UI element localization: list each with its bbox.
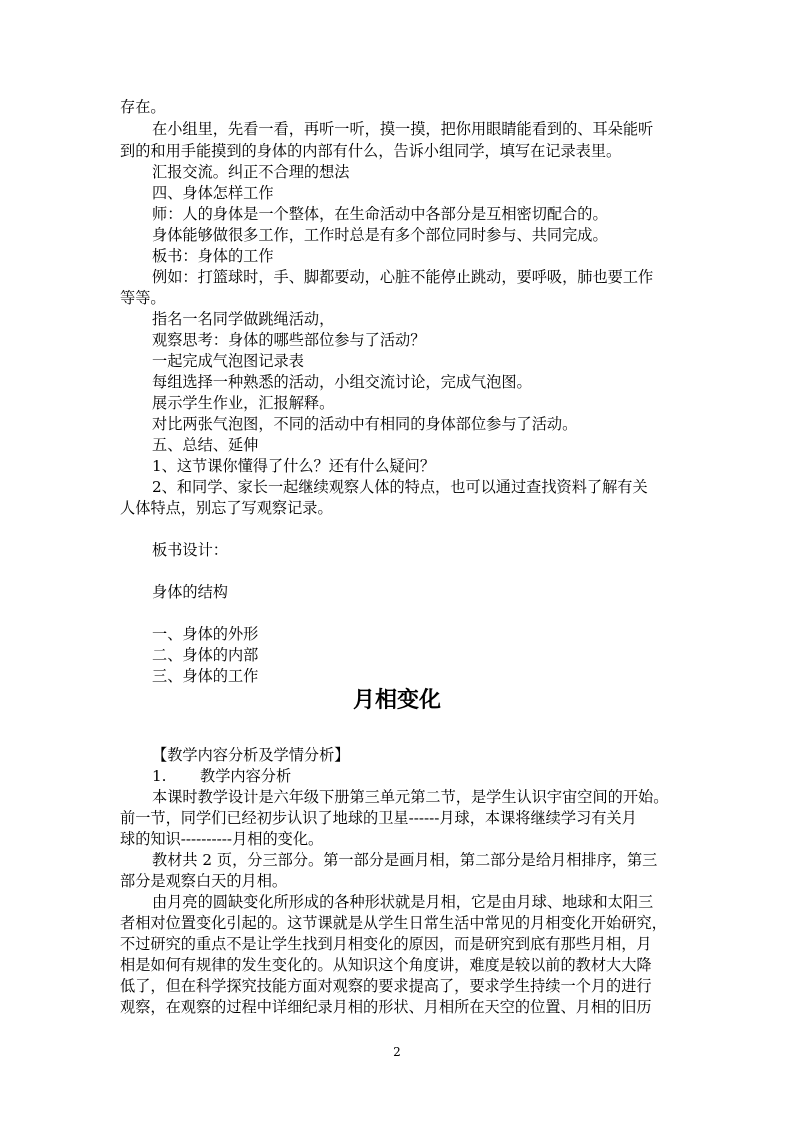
- board-design-item: 一、身体的外形: [152, 625, 259, 643]
- board-design-topic: 身体的结构: [152, 583, 228, 601]
- section-heading: 【教学内容分析及学情分析】: [152, 746, 350, 764]
- text-line: 1、这节课你懂得了什么？还有什么疑问？: [152, 457, 436, 475]
- text-line: 一起完成气泡图记录表: [152, 352, 304, 370]
- text-line: 前一节，同学们已经初步认识了地球的卫星------月球，本课将继续学习有关月: [120, 809, 637, 827]
- text-line: 板书：身体的工作: [152, 247, 274, 265]
- section-heading: 四、身体怎样工作: [152, 184, 274, 202]
- text-line: 例如：打篮球时，手、脚都要动，心脏不能停止跳动，要呼吸，肺也要工作: [152, 268, 654, 286]
- text-line: 师：人的身体是一个整体，在生命活动中各部分是互相密切配合的。: [152, 205, 608, 223]
- text-line: 2、和同学、家长一起继续观察人体的特点，也可以通过查找资料了解有关: [152, 478, 648, 496]
- text-line: 教材共 2 页，分三部分。第一部分是画月相，第二部分是给月相排序，第三: [152, 851, 658, 869]
- board-design-heading: 板书设计：: [152, 541, 228, 559]
- text-line: 每组选择一种熟悉的活动，小组交流讨论，完成气泡图。: [152, 373, 532, 391]
- text-line: 到的和用手能摸到的身体的内部有什么，告诉小组同学，填写在记录表里。: [120, 142, 622, 160]
- text-line: 汇报交流。纠正不合理的想法: [152, 163, 350, 181]
- lesson-title: 月相变化: [352, 688, 441, 713]
- text-line: 身体能够做很多工作，工作时总是有多个部位同时参与、共同完成。: [152, 226, 608, 244]
- text-line: 对比两张气泡图，不同的活动中有相同的身体部位参与了活动。: [152, 415, 578, 433]
- text-line: 人体特点，别忘了写观察记录。: [120, 499, 333, 517]
- board-design-item: 二、身体的内部: [152, 646, 259, 664]
- text-line: 观察，在观察的过程中详细纪录月相的形状、月相所在天空的位置、月相的旧历: [120, 998, 652, 1016]
- board-design-item: 三、身体的工作: [152, 667, 259, 685]
- text-line: 展示学生作业，汇报解释。: [152, 394, 335, 412]
- text-line: 不过研究的重点不是让学生找到月相变化的原因，而是研究到底有那些月相，月: [120, 935, 652, 953]
- text-line: 低了，但在科学探究技能方面对观察的要求提高了，要求学生持续一个月的进行: [120, 977, 652, 995]
- text-line: 部分是观察白天的月相。: [120, 872, 288, 890]
- text-line: 由月亮的圆缺变化所形成的各种形状就是月相，它是由月球、地球和太阳三: [152, 893, 654, 911]
- subsection-heading: [152, 766, 680, 787]
- subsection-title: 教学内容分析: [200, 767, 292, 785]
- text-line: 球的知识----------月相的变化。: [120, 830, 324, 848]
- text-line: 本课时教学设计是六年级下册第三单元第二节，是学生认识宇宙空间的开始。: [152, 788, 669, 806]
- text-line: 观察思考：身体的哪些部位参与了活动？: [152, 331, 426, 349]
- text-line: 者相对位置变化引起的。这节课就是从学生日常生活中常见的月相变化开始研究，: [120, 914, 667, 932]
- page-number: 2: [393, 1045, 401, 1059]
- subsection-number: 1.: [152, 767, 167, 785]
- text-line: 等等。: [120, 289, 166, 307]
- text-line: 相是如何有规律的发生变化的。从知识这个角度讲，难度是较以前的教材大大降: [120, 956, 652, 974]
- section-heading: 五、总结、延伸: [152, 436, 259, 454]
- text-line: 指名一名同学做跳绳活动，: [152, 310, 335, 328]
- text-line: 在小组里，先看一看，再听一听，摸一摸，把你用眼睛能看到的、耳朵能听: [152, 120, 654, 138]
- text-line: 存在。: [120, 98, 166, 116]
